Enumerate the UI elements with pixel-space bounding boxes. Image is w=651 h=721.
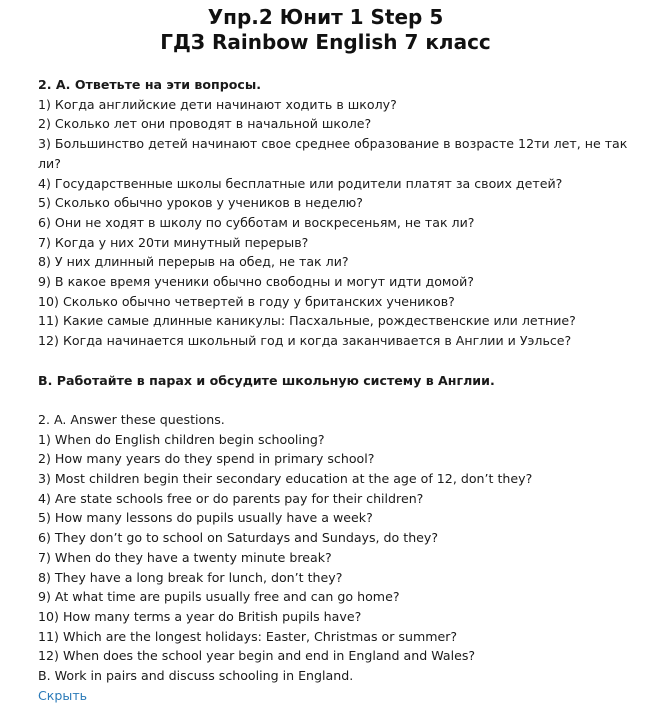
page-title (0, 0, 651, 55)
answer-content (38, 75, 630, 705)
russian-question: 11) Какие самые длинные каникулы: Пасхальные, рождественские или летние? (38, 313, 576, 329)
english-question: 1) When do English children begin schooling? (38, 431, 325, 447)
russian-question: 9) В какое время ученики обычно свободны и могут идти домой? (38, 274, 474, 290)
english-heading: 2. A. Answer these questions. (38, 411, 225, 427)
english-question: 9) At what time are pupils usually free and can go home? (38, 589, 400, 605)
russian-heading: 2. А. Ответьте на эти вопросы. (38, 77, 262, 92)
spacer (38, 390, 630, 410)
english-question: 11) Which are the longest holidays: Easter, Christmas or summer? (38, 628, 458, 644)
russian-question: 6) Они не ходят в школу по субботам и воскресеньям, не так ли? (38, 214, 475, 230)
russian-question: 5) Сколько обычно уроков у учеников в неделю? (38, 195, 363, 211)
russian-question: 2) Сколько лет они проводят в начальной школе? (38, 116, 372, 132)
english-question: 8) They have a long break for lunch, don’t they? (38, 569, 343, 585)
english-question-list (38, 430, 630, 666)
title-line-1: Упр.2 Юнит 1 Step 5 (207, 5, 444, 29)
russian-question: 12) Когда начинается школьный год и когда заканчивается в Англии и Уэльсе? (38, 333, 572, 349)
title-line-2: ГДЗ Rainbow English 7 класс (160, 30, 491, 54)
english-question: 6) They don’t go to school on Saturdays and Sundays, do they? (38, 530, 439, 546)
english-question: 5) How many lessons do pupils usually have a week? (38, 510, 373, 526)
english-question: 7) When do they have a twenty minute break? (38, 549, 332, 565)
russian-question: 3) Большинство детей начинают свое среднее образование в возрасте 12ти лет, не так ли? (38, 136, 628, 171)
russian-question: 4) Государственные школы бесплатные или родители платят за своих детей? (38, 175, 563, 191)
english-question: 4) Are state schools free or do parents pay for their children? (38, 490, 424, 506)
spacer (38, 351, 630, 371)
english-question: 3) Most children begin their secondary education at the age of 12, don’t they? (38, 471, 533, 487)
russian-question-list (38, 95, 630, 351)
russian-question: 10) Сколько обычно четвертей в году у британских учеников? (38, 293, 455, 309)
english-question: 2) How many years do they spend in primary school? (38, 451, 375, 467)
russian-question: 8) У них длинный перерыв на обед, не так ли? (38, 254, 349, 270)
hide-answer-link[interactable]: Скрыть (38, 687, 88, 703)
english-question: 12) When does the school year begin and end in England and Wales? (38, 648, 476, 664)
english-question: 10) How many terms a year do British pupils have? (38, 608, 362, 624)
russian-question: 7) Когда у них 20ти минутный перерыв? (38, 234, 309, 250)
english-task-b: B. Work in pairs and discuss schooling in England. (38, 668, 354, 684)
russian-task-b: В. Работайте в парах и обсудите школьную систему в Англии. (38, 372, 495, 388)
russian-question: 1) Когда английские дети начинают ходить в школу? (38, 96, 397, 112)
